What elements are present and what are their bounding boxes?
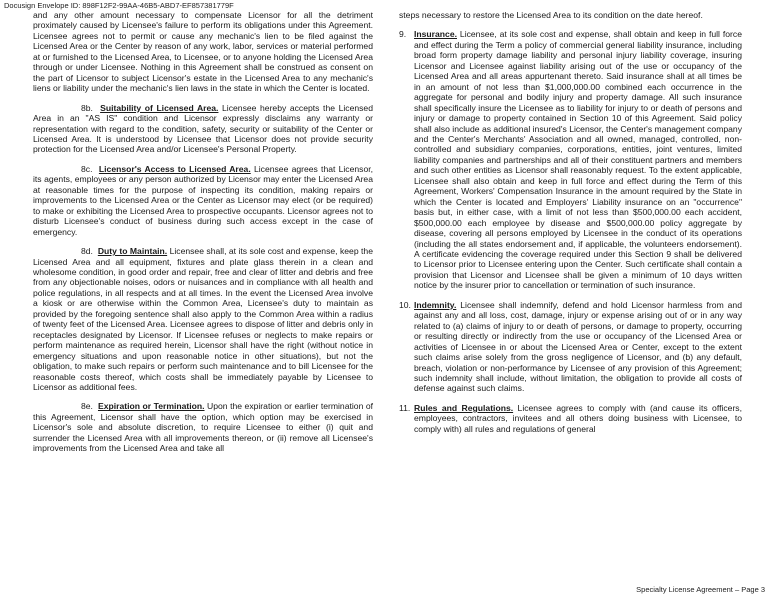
section-number: 11. — [399, 402, 411, 413]
section-9 — [399, 29, 742, 290]
section-text: Licensee agrees that Licensor, its agents, employees or any person authorized by Licensor may enter the Licensed Area at reasonable times for the purpose of inspecting its condition, making repairs or improvements to the Licensed Area or the Center as Licensor may elect (or be required) to make or exhibiting the Licensed Area to prospective occupants. Licensor agrees not to disturb Licensee's conduct of business during such access except in the case of emergency. — [33, 163, 373, 237]
page-footer: Specialty License Agreement – Page 3 — [636, 585, 765, 594]
section-number: 8d. — [81, 246, 93, 257]
section-text: Licensee agrees to comply with (and cause its officers, employees, contractors, invitees and all others doing business with Licensee, to comply with) all rules and regulations of general — [414, 402, 742, 434]
section-text: Upon the expiration or earlier termination of this Agreement, Licensor shall have the option, which option may be exercised in Licensor's sole and absolute discretion, to require Licensee to either (i) quit and surrender the Licensed Area with all improvements thereon, or (ii) remove all Licensee's improvements from the Licensed Area and take all — [33, 401, 374, 454]
section-text: Licensee hereby accepts the Licensed Area in an "AS IS" condition and Licensor expressly disclaims any warranty or representation with regard to the condition, safety, security or suitability of the Center or Licensed Area. It is understood by Licensee that Licensor does not provide security protection for the Licensed Area and/or Licensee's Personal Property. — [33, 102, 373, 155]
section-8d — [33, 246, 373, 392]
section-heading: Expiration or Termination. — [97, 401, 205, 412]
paragraph-continuation: steps necessary to restore the Licensed Area to its condition on the date hereof. — [399, 10, 703, 20]
paragraph-continuation: and any other amount necessary to compensate Licensor for all the detriment proximately caused by Licensee's failure to perform its obligations under this Agreement. Licensee agrees not to permit or cause any mechanic's lien to be filed against the Licensed Area or the Center by reason of any work, labor, services or material performed at or furnished to the Licensed Area, to Licensee, or to anyone holding the Licensed Area through or under Licensee. Nothing in this Agreement shall be construed as consent on the part of Licensor to subject Licensor's estate in the Licensed Area to any mechanic's liens or liability under the mechanic's lien laws in the state in which the Center is located. — [33, 10, 373, 94]
section-heading: Duty to Maintain. — [97, 246, 168, 257]
section-text: Licensee shall, at its sole cost and expense, keep the Licensed Area and all equipment, fixtures and plate glass therein in a clean and wholesome condition, in good order and repair, free and clear of litter and debris and free from any objectionable noises, odors or nuisances and in compliance with all health and police regulations, in all respects and at all times. In the event the Licensed Area involve a kiosk or are otherwise within the Common Area, Licensee's duty to maintain as provided by the foregoing sentence shall also apply to the Common Area within a radius of twenty feet of the Licensed Area. Licensee agrees to dispose of litter and debris only in receptacles designated by Licensor. If Licensee refuses or neglects to make repairs or perform maintenance as required herein, Licensor shall have the right (without notice in emergency situations and upon reasonable notice in other situations), but not the obligation, to make such repairs or perform such maintenance and to bill Licensee for the reasonable costs thereof, which costs shall be immediately payable by Licensee to Licensor as additional fees. — [33, 246, 373, 392]
section-number: 9. — [399, 29, 407, 40]
section-number: 8c. — [81, 163, 93, 174]
left-column — [33, 10, 373, 454]
section-11 — [399, 403, 742, 434]
section-heading: Suitability of Licensed Area. — [100, 102, 219, 113]
section-number: 8e. — [81, 401, 93, 412]
section-heading: Indemnity. — [414, 299, 457, 310]
section-8e — [33, 401, 373, 453]
right-column — [399, 10, 742, 434]
section-10 — [399, 300, 742, 394]
section-number: 10. — [399, 299, 411, 310]
section-heading: Rules and Regulations. — [414, 402, 514, 413]
section-number: 8b. — [81, 102, 93, 113]
section-text: Licensee shall indemnify, defend and hold Licensor harmless from and against any and all loss, cost, damage, injury or expense arising out of or in any way related to (a) claims of injury to or death of persons, or damage to property, occurring or resulting directly or indirectly from the use or occupancy of the Licensed Area or activities of Licensee in or about the Licensed Area or Center, except to the extent such claims arise solely from the gross negligence of Licensor, and (b) any default, breach, violation or non-performance by Licensee of any provision of this Agreement; such indemnity shall include, without limitation, the obligation to provide all costs of defense against such claims. — [414, 299, 742, 394]
section-8c — [33, 164, 373, 237]
section-8b — [33, 103, 373, 155]
section-text: Licensee, at its sole cost and expense, shall obtain and keep in full force and effect during the Term a policy of commercial general liability insurance, including broad form property damage liability and personal injury liability coverage, insuring Licensor and Licensee against liability arising out of the use or occupancy of the Licensed Area and all areas appurtenant thereto. Said insurance shall at all times be in an amount of not less than $1,000,000.00 combined each occurrence in the aggregate for personal and bodily injury and property damage. All such insurance shall specifically insure the Licensee as to liability for injury to or death of persons and injury or damage to property contained in Section 10 of this Agreement. Said policy shall also include as additional insured's Licensor, the Center's management company and the Center's Merchants' Association and all owned, managed, controlled, non-controlled and subsidiary companies, corporations, entities, joint ventures, limited liability companies and partnerships and all of their constituent partners and members and such other entities as Licensor shall reasonably request. To the extent applicable, Licensee shall also obtain and keep in full force and effect during the Term of this Agreement, Workers' Compensation Insurance in the amount required by the State in which the Center is located and Employers' Liability insurance on an "occurrence" basis but, in either case, with a limit of not less than $500,000.00 each accident, $500,000.00 each employee by disease and $500,000.00 policy aggregate by disease, covering all persons employed by Licensee in the conduct of its operations (including the all states endorsement and, if applicable, the volunteers endorsement). A certificate evidencing the coverage required under this Section 9 shall be delivered to Licensor prior to Licensee entering upon the Center. Such certificate shall contain a provision that Licensor and Licensee shall be given a minimum of 10 days written notice by the insurer prior to cancellation or termination of such insurance. — [414, 29, 742, 291]
envelope-id: Docusign Envelope ID: 898F12F2-99AA-46B5-ABD7-EF857381779F — [4, 1, 234, 10]
section-heading: Licensor's Access to Licensed Area. — [98, 163, 251, 174]
section-heading: Insurance. — [414, 29, 457, 40]
